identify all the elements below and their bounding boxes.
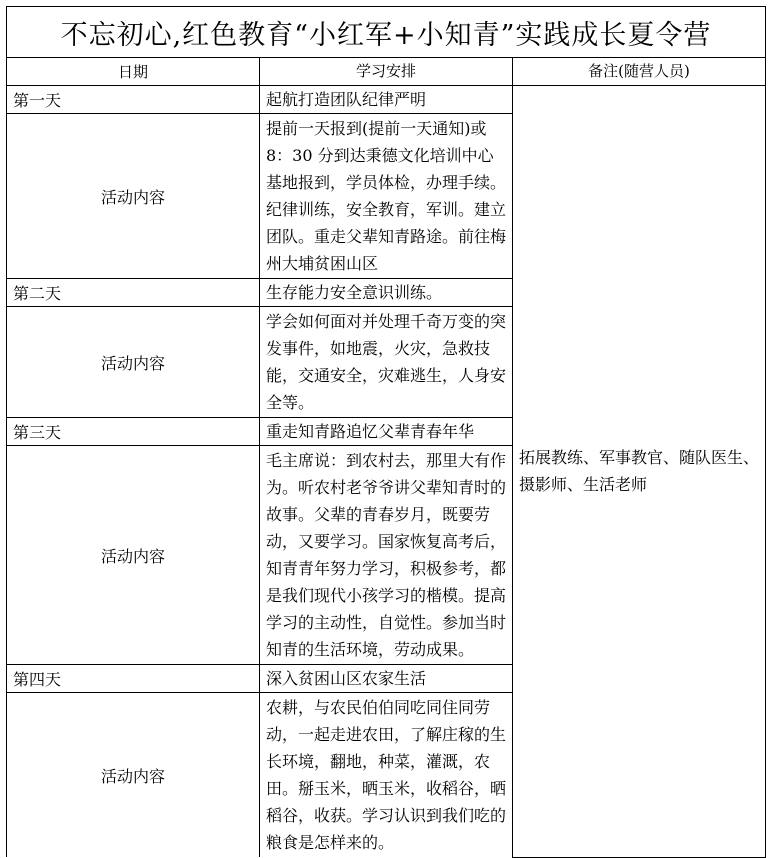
notes-cell: 拓展教练、军事教官、随队医生、摄影师、生活老师	[513, 86, 766, 858]
day-label: 第一天	[7, 86, 260, 114]
day-topic: 重走知青路追忆父辈青春年华	[260, 418, 513, 446]
activity-label: 活动内容	[7, 307, 260, 418]
activity-label: 活动内容	[7, 446, 260, 665]
header-notes: 备注(随营人员)	[513, 58, 766, 86]
day-topic: 生存能力安全意识训练。	[260, 279, 513, 307]
activity-text: 毛主席说：到农村去，那里大有作为。听农村老爷爷讲父辈知青时的故事。父辈的青春岁月，既要劳动，又要学习。国家恢复高考后，知青青年努力学习，积极参考，都是我们现代小孩学习的楷模。提高学习的主动性，自觉性。参加当时知青的生活环境，劳动成果。	[260, 446, 513, 665]
activity-text: 学会如何面对并处理千奇万变的突发事件，如地震，火灾，急救技能，交通安全，灾难逃生，人身安全等。	[260, 307, 513, 418]
day-label: 第四天	[7, 665, 260, 693]
header-date: 日期	[7, 58, 260, 86]
activity-text: 农耕，与农民伯伯同吃同住同劳动，一起走进农田，了解庄稼的生长环境，翻地，种菜，灌溉，农田。掰玉米，晒玉米，收稻谷，晒稻谷，收获。学习认识到我们吃的粮食是怎样来的。	[260, 693, 513, 858]
activity-text: 提前一天报到(提前一天通知)或 8：30 分到达秉德文化培训中心基地报到，学员体检，办理手续。纪律训练，安全教育，军训。建立团队。重走父辈知青路途。前往梅州大埔贫困山区	[260, 114, 513, 279]
activity-label: 活动内容	[7, 114, 260, 279]
day-topic: 深入贫困山区农家生活	[260, 665, 513, 693]
header-row	[7, 58, 766, 86]
page-title: 不忘初心,红色教育“小红军+小知青”实践成长夏令营	[7, 7, 766, 58]
schedule-table	[6, 6, 766, 858]
day-topic: 起航打造团队纪律严明	[260, 86, 513, 114]
day-label: 第三天	[7, 418, 260, 446]
schedule-sheet	[6, 6, 766, 852]
activity-label: 活动内容	[7, 693, 260, 858]
header-schedule: 学习安排	[260, 58, 513, 86]
day-label: 第二天	[7, 279, 260, 307]
day-row-1	[7, 86, 766, 114]
